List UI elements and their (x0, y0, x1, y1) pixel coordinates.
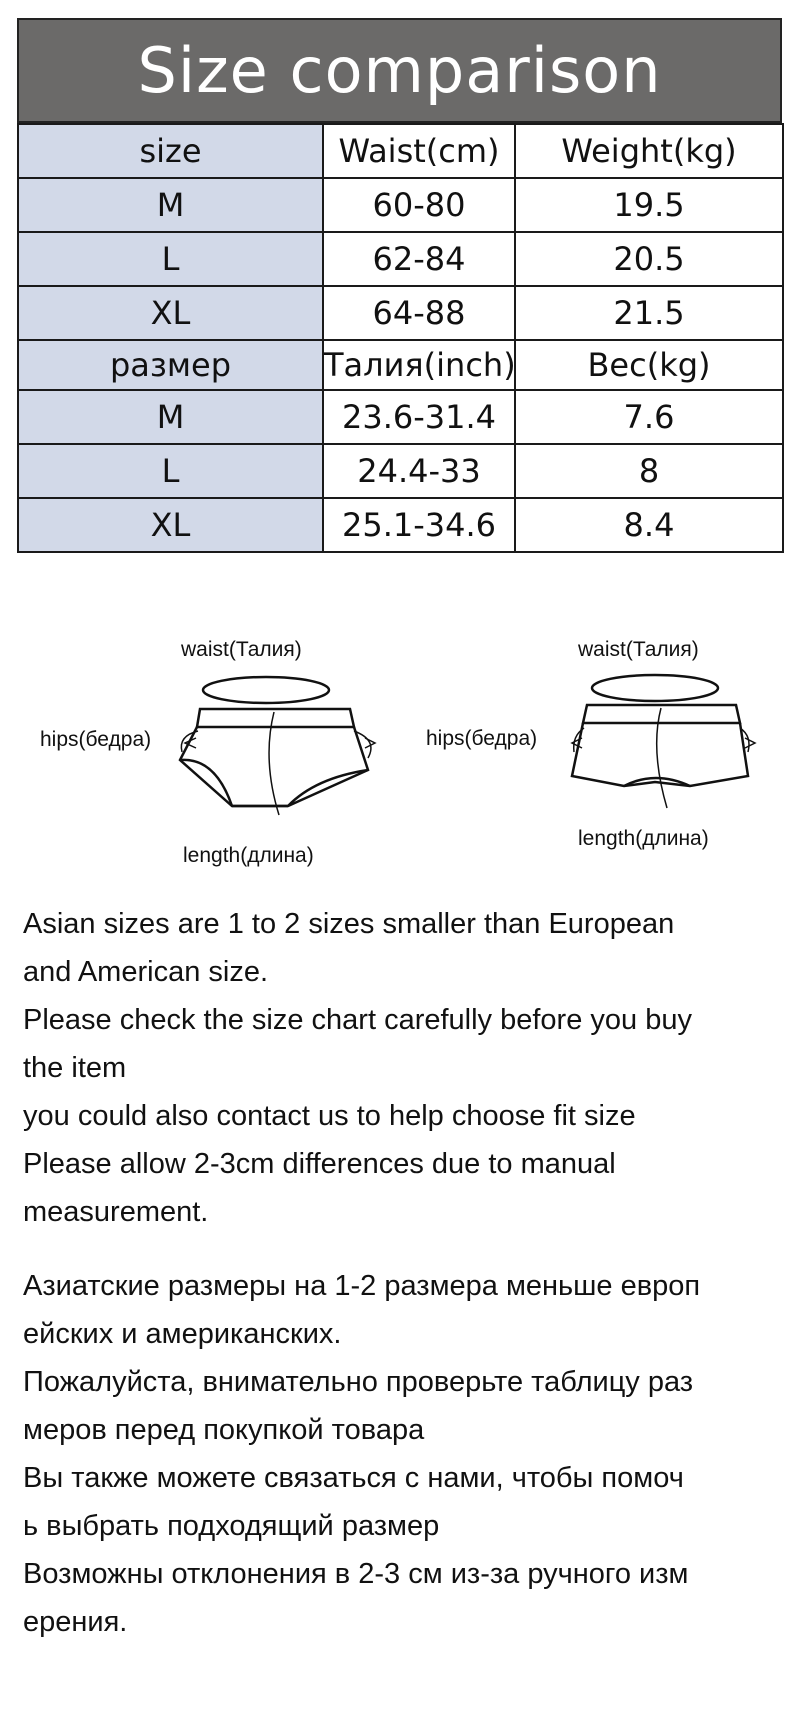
size-cell: XL (18, 286, 323, 340)
size-cell: L (18, 444, 323, 498)
table-row (18, 390, 783, 444)
length-label: length(длина) (578, 827, 709, 850)
hips-label: hips(бедра) (426, 727, 538, 750)
waist-cell: 62-84 (323, 232, 515, 286)
table-row (18, 444, 783, 498)
waist-cell: 23.6-31.4 (323, 390, 515, 444)
boxer-diagram (572, 675, 755, 808)
waist-cell: 24.4-33 (323, 444, 515, 498)
note-line: Asian sizes are 1 to 2 sizes smaller than European (23, 908, 675, 940)
weight-cell: 21.5 (515, 286, 783, 340)
note-line: Вы также можете связаться с нами, чтобы помоч (23, 1462, 684, 1494)
header-waist-inch: Талия(inch) (323, 340, 515, 390)
note-line: ь выбрать подходящий размер (23, 1510, 440, 1542)
weight-cell: 8 (515, 444, 783, 498)
note-line: the item (23, 1052, 127, 1084)
header-size: size (18, 124, 323, 178)
measurement-diagram (0, 620, 800, 890)
note-line: Please allow 2-3cm differences due to manual (23, 1148, 616, 1180)
weight-cell: 20.5 (515, 232, 783, 286)
size-cell: M (18, 390, 323, 444)
table-row (18, 286, 783, 340)
waistband (583, 705, 740, 723)
note-line: ейских и американских. (23, 1318, 342, 1350)
table-row (18, 232, 783, 286)
table-row (18, 178, 783, 232)
size-cell: L (18, 232, 323, 286)
waist-cell: 25.1-34.6 (323, 498, 515, 552)
size-cell: M (18, 178, 323, 232)
brief-diagram (180, 677, 375, 815)
page-title: Size comparison (137, 34, 662, 107)
header-size-ru: размер (18, 340, 323, 390)
note-line: Please check the size chart carefully before you buy (23, 1004, 692, 1036)
waistband (197, 709, 354, 727)
hips-arrow-right (745, 738, 755, 748)
table-header-row-ru (18, 340, 783, 390)
waist-cell: 64-88 (323, 286, 515, 340)
note-line: measurement. (23, 1196, 209, 1228)
header-waist-cm: Waist(cm) (323, 124, 515, 178)
note-line: and American size. (23, 956, 269, 988)
notes-english (23, 900, 788, 1236)
weight-cell: 7.6 (515, 390, 783, 444)
size-table (17, 123, 784, 553)
note-line: Азиатские размеры на 1-2 размера меньше европ (23, 1270, 701, 1302)
title-banner (17, 18, 782, 123)
header-weight-kg-ru: Вес(kg) (515, 340, 783, 390)
weight-cell: 19.5 (515, 178, 783, 232)
hips-label: hips(бедра) (40, 728, 152, 751)
weight-cell: 8.4 (515, 498, 783, 552)
length-label: length(длина) (183, 844, 314, 867)
notes-russian (23, 1262, 788, 1646)
table-header-row (18, 124, 783, 178)
size-cell: XL (18, 498, 323, 552)
waist-cell: 60-80 (323, 178, 515, 232)
note-line: Пожалуйста, внимательно проверьте таблицу раз (23, 1366, 694, 1398)
note-line: меров перед покупкой товара (23, 1414, 425, 1446)
waist-label: waist(Талия) (181, 638, 302, 661)
waist-ellipse (203, 677, 329, 703)
waist-label: waist(Талия) (578, 638, 699, 661)
note-line: ерения. (23, 1606, 128, 1638)
waist-ellipse (592, 675, 718, 701)
header-weight-kg: Weight(kg) (515, 124, 783, 178)
table-row (18, 498, 783, 552)
note-line: you could also contact us to help choose fit size (23, 1100, 636, 1132)
note-line: Возможны отклонения в 2-3 см из-за ручного изм (23, 1558, 689, 1590)
